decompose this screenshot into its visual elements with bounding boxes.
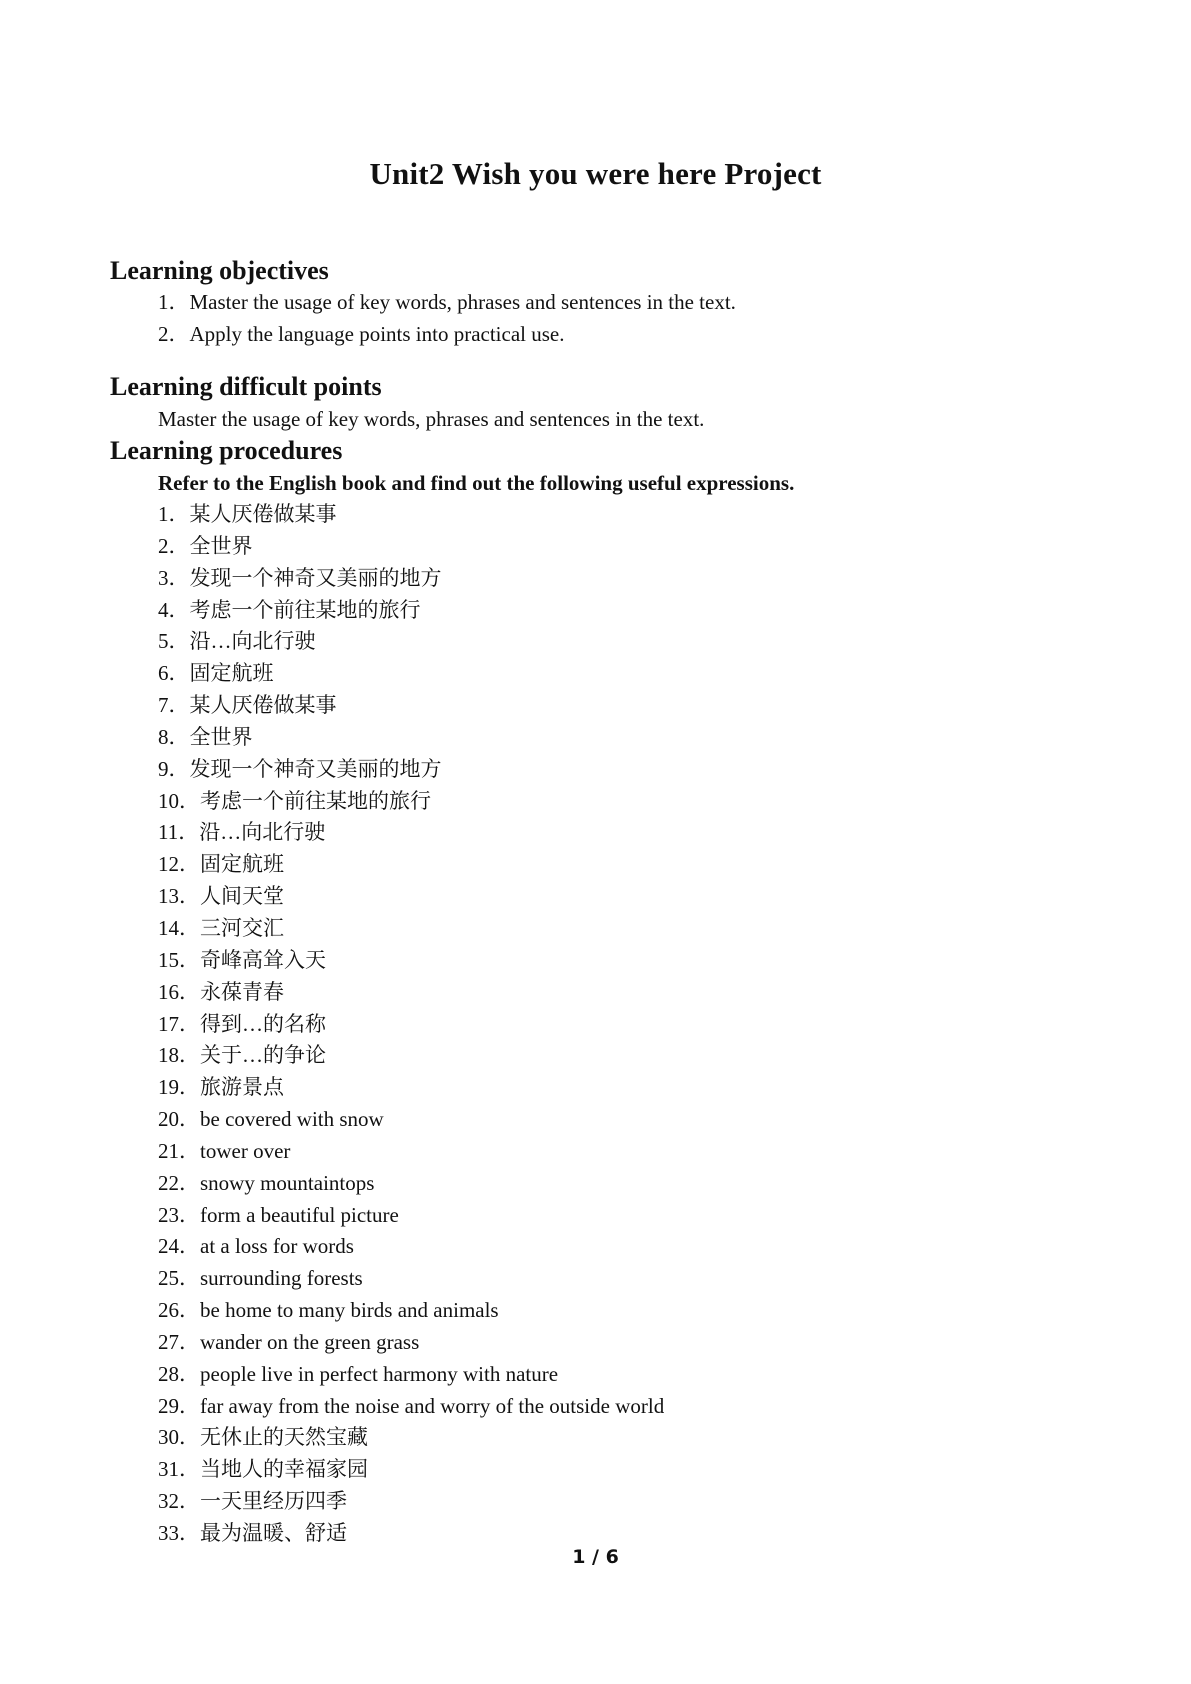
difficult-text: Master the usage of key words, phrases and sentences in the text.: [158, 407, 705, 431]
expression-item: 21．tower over: [158, 1138, 291, 1163]
expression-item: 31．当地人的幸福家园: [158, 1457, 368, 1482]
expression-item: 30．无休止的天然宝藏: [158, 1425, 368, 1450]
expression-item: 23．form a beautiful picture: [158, 1202, 399, 1227]
expression-item: 17．得到…的名称: [158, 1011, 326, 1036]
procedures-instruction: Refer to the English book and find out the following useful expressions.: [158, 471, 795, 495]
expression-item: 7．某人厌倦做某事: [158, 693, 337, 718]
procedures-heading: Learning procedures: [110, 436, 343, 465]
expression-item: 9．发现一个神奇又美丽的地方: [158, 756, 442, 781]
expression-item: 29．far away from the noise and worry of the outside world: [158, 1393, 665, 1418]
expression-item: 22．snowy mountaintops: [158, 1170, 375, 1195]
expression-item: 25．surrounding forests: [158, 1266, 363, 1291]
expression-item: 33．最为温暖、舒适: [158, 1521, 347, 1545]
expression-item: 1．某人厌倦做某事: [158, 502, 337, 526]
expression-item: 3．发现一个神奇又美丽的地方: [158, 565, 442, 590]
expression-item: 27．wander on the green grass: [158, 1329, 420, 1354]
expression-item: 12．固定航班: [158, 852, 284, 877]
expression-item: 5．沿…向北行驶: [158, 629, 316, 654]
expressions-list: [110, 499, 1111, 1550]
expression-item: 10．考虑一个前往某地的旅行: [158, 788, 431, 813]
expression-item: 18．关于…的争论: [158, 1043, 326, 1068]
objective-item: 1．Master the usage of key words, phrases and sentences in the text.: [158, 290, 736, 314]
objectives-list: [110, 287, 1111, 350]
expression-item: 20．be covered with snow: [158, 1107, 384, 1132]
expression-item: 4．考虑一个前往某地的旅行: [158, 597, 421, 622]
objective-item: 2．Apply the language points into practical use.: [158, 321, 565, 346]
procedures-section: [110, 435, 1111, 1550]
expression-item: 15．奇峰高耸入天: [158, 947, 326, 972]
expression-item: 14．三河交汇: [158, 915, 284, 940]
expression-item: 8．全世界: [158, 724, 253, 749]
expression-item: 19．旅游景点: [158, 1075, 284, 1100]
objectives-heading: Learning objectives: [110, 256, 329, 285]
expression-item: 32．一天里经历四季: [158, 1489, 347, 1514]
expression-item: 24．at a loss for words: [158, 1234, 354, 1259]
expression-item: 11．沿…向北行驶: [158, 820, 326, 845]
expression-item: 16．永葆青春: [158, 979, 284, 1004]
document-title: Unit2 Wish you were here Project: [369, 156, 822, 191]
difficult-section: [110, 371, 1111, 435]
difficult-heading: Learning difficult points: [110, 372, 382, 401]
expression-item: 2．全世界: [158, 533, 253, 558]
expression-item: 28．people live in perfect harmony with nature: [158, 1361, 559, 1386]
expression-item: 13．人间天堂: [158, 884, 284, 909]
expression-item: 26．be home to many birds and animals: [158, 1298, 499, 1323]
page-number: 1 / 6: [572, 1546, 619, 1568]
objectives-section: [110, 255, 1111, 350]
expression-item: 6．固定航班: [158, 661, 274, 686]
